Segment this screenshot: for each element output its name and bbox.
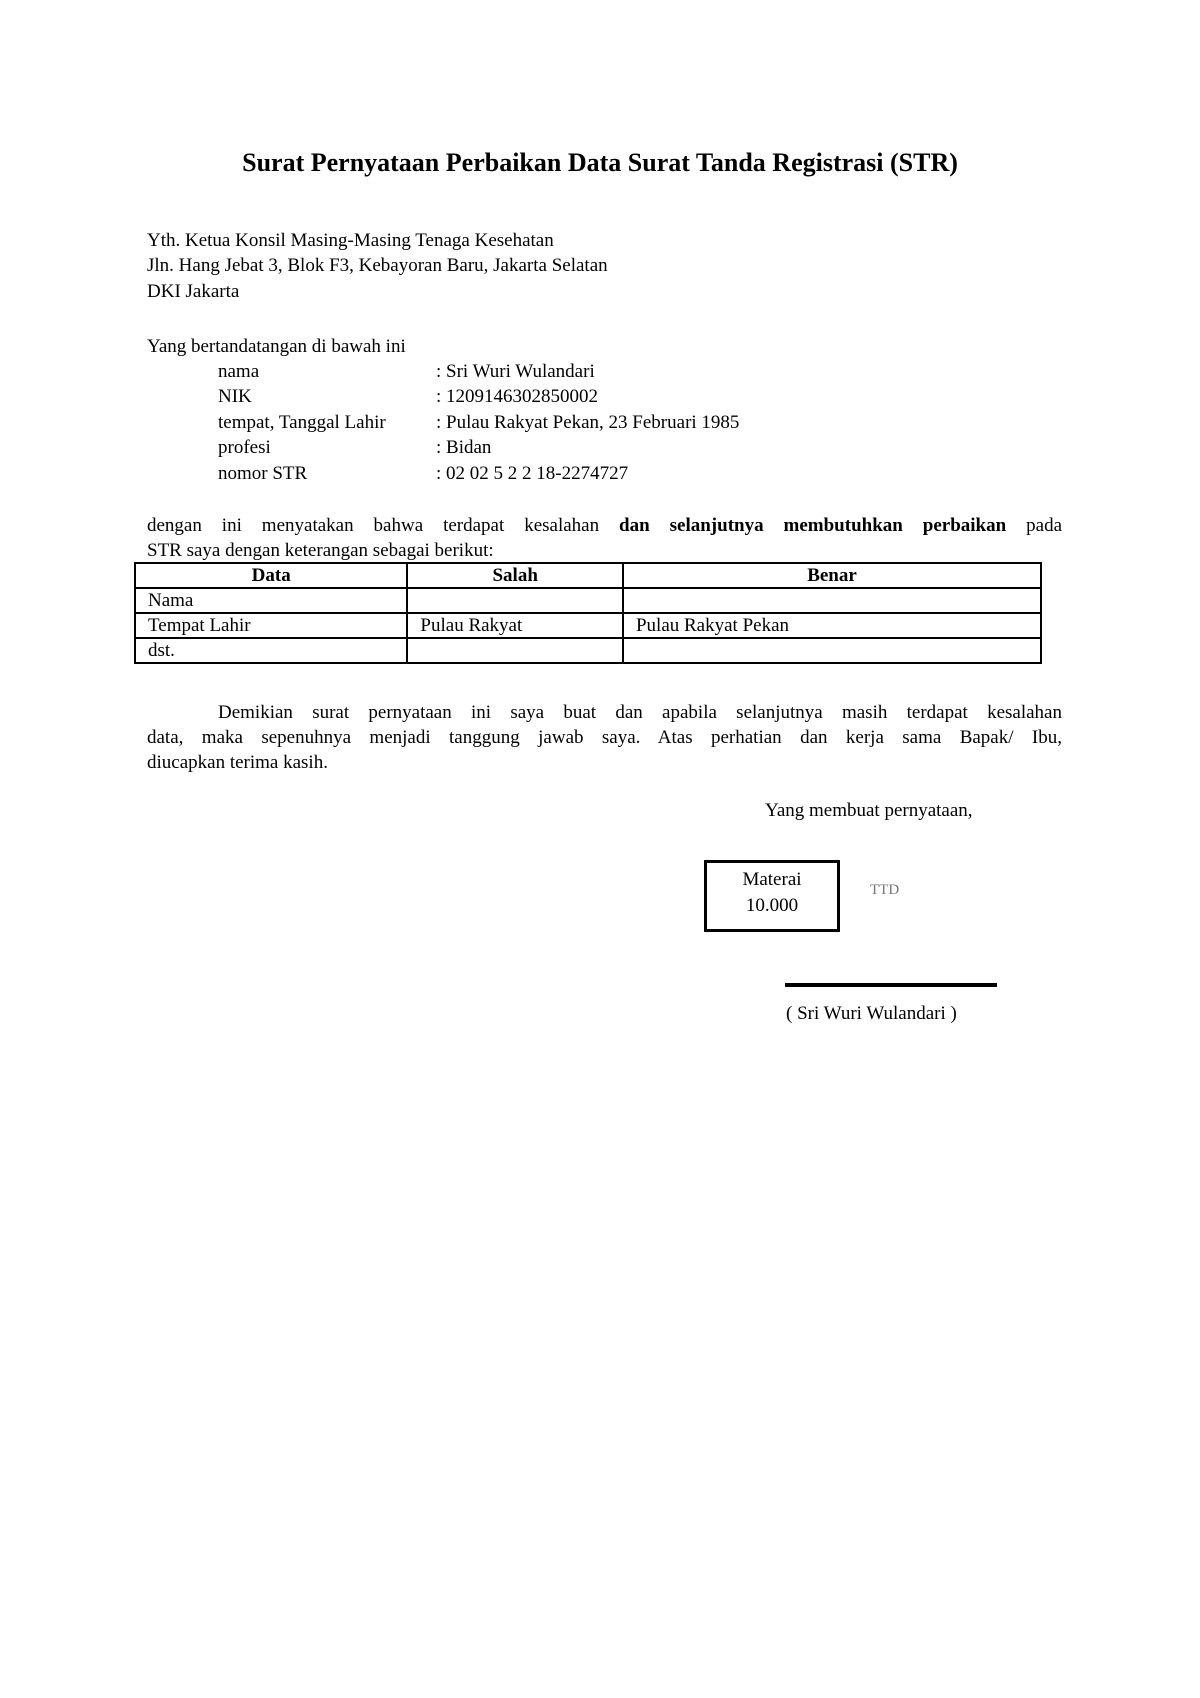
table-cell (407, 588, 623, 613)
statement-paragraph (147, 513, 1062, 563)
table-header-data: Data (135, 563, 407, 588)
statement-text: pada (1006, 515, 1063, 536)
statement-emphasis: dan selanjutnya membutuhkan perbaikan (619, 515, 1007, 536)
table-header-row (135, 563, 1041, 588)
table-cell: Nama (135, 588, 407, 613)
identity-label: tempat, Tanggal Lahir (218, 412, 386, 433)
address-line-2: Jln. Hang Jebat 3, Blok F3, Kebayoran Baru, Jakarta Selatan (147, 255, 608, 276)
correction-table (134, 562, 1042, 664)
signature-heading: Yang membuat pernyataan, (765, 800, 973, 821)
identity-label: nomor STR (218, 463, 308, 484)
identity-value: : Pulau Rakyat Pekan, 23 Februari 1985 (436, 412, 740, 433)
table-cell: Pulau Rakyat (407, 613, 623, 638)
table-cell (623, 638, 1041, 663)
table-cell: Tempat Lahir (135, 613, 407, 638)
table-header-benar: Benar (623, 563, 1041, 588)
closing-paragraph (147, 700, 1062, 775)
identity-value: : Bidan (436, 437, 492, 458)
table-cell: dst. (135, 638, 407, 663)
table-row (135, 613, 1041, 638)
closing-line-2: data, maka sepenuhnya menjadi tanggung jawab saya. Atas perhatian dan kerja sama Bapak/ Ibu, (147, 727, 1062, 748)
materai-label: Materai (742, 869, 802, 890)
closing-line-3: diucapkan terima kasih. (147, 752, 328, 773)
table-row (135, 588, 1041, 613)
identity-label: NIK (218, 386, 252, 407)
statement-text: dengan ini menyatakan bahwa terdapat kesalahan (147, 515, 620, 536)
table-header-salah: Salah (407, 563, 623, 588)
letter-title: Surat Pernyataan Perbaikan Data Surat Tanda Registrasi (STR) (242, 148, 958, 177)
identity-label: profesi (218, 437, 271, 458)
ttd-mark: TTD (870, 882, 900, 898)
intro-text: Yang bertandatangan di bawah ini (147, 336, 406, 357)
signature-line (785, 983, 997, 987)
statement-line-2: STR saya dengan keterangan sebagai berikut: (147, 540, 494, 561)
address-line-1: Yth. Ketua Konsil Masing-Masing Tenaga Kesehatan (147, 230, 554, 251)
identity-value: : 1209146302850002 (436, 386, 599, 407)
table-cell: Pulau Rakyat Pekan (623, 613, 1041, 638)
materai-stamp-box (704, 860, 840, 932)
identity-value: : Sri Wuri Wulandari (436, 361, 595, 382)
closing-line-1: Demikian surat pernyataan ini saya buat dan apabila selanjutnya masih terdapat kesalahan (218, 702, 1062, 723)
identity-label: nama (218, 361, 260, 382)
table-cell (407, 638, 623, 663)
materai-amount: 10.000 (745, 895, 799, 916)
address-line-3: DKI Jakarta (147, 281, 240, 302)
statement-line-1 (147, 513, 1062, 538)
identity-value: : 02 02 5 2 2 18-2274727 (436, 463, 629, 484)
table-row (135, 638, 1041, 663)
signatory-name: ( Sri Wuri Wulandari ) (786, 1003, 957, 1024)
table-cell (623, 588, 1041, 613)
